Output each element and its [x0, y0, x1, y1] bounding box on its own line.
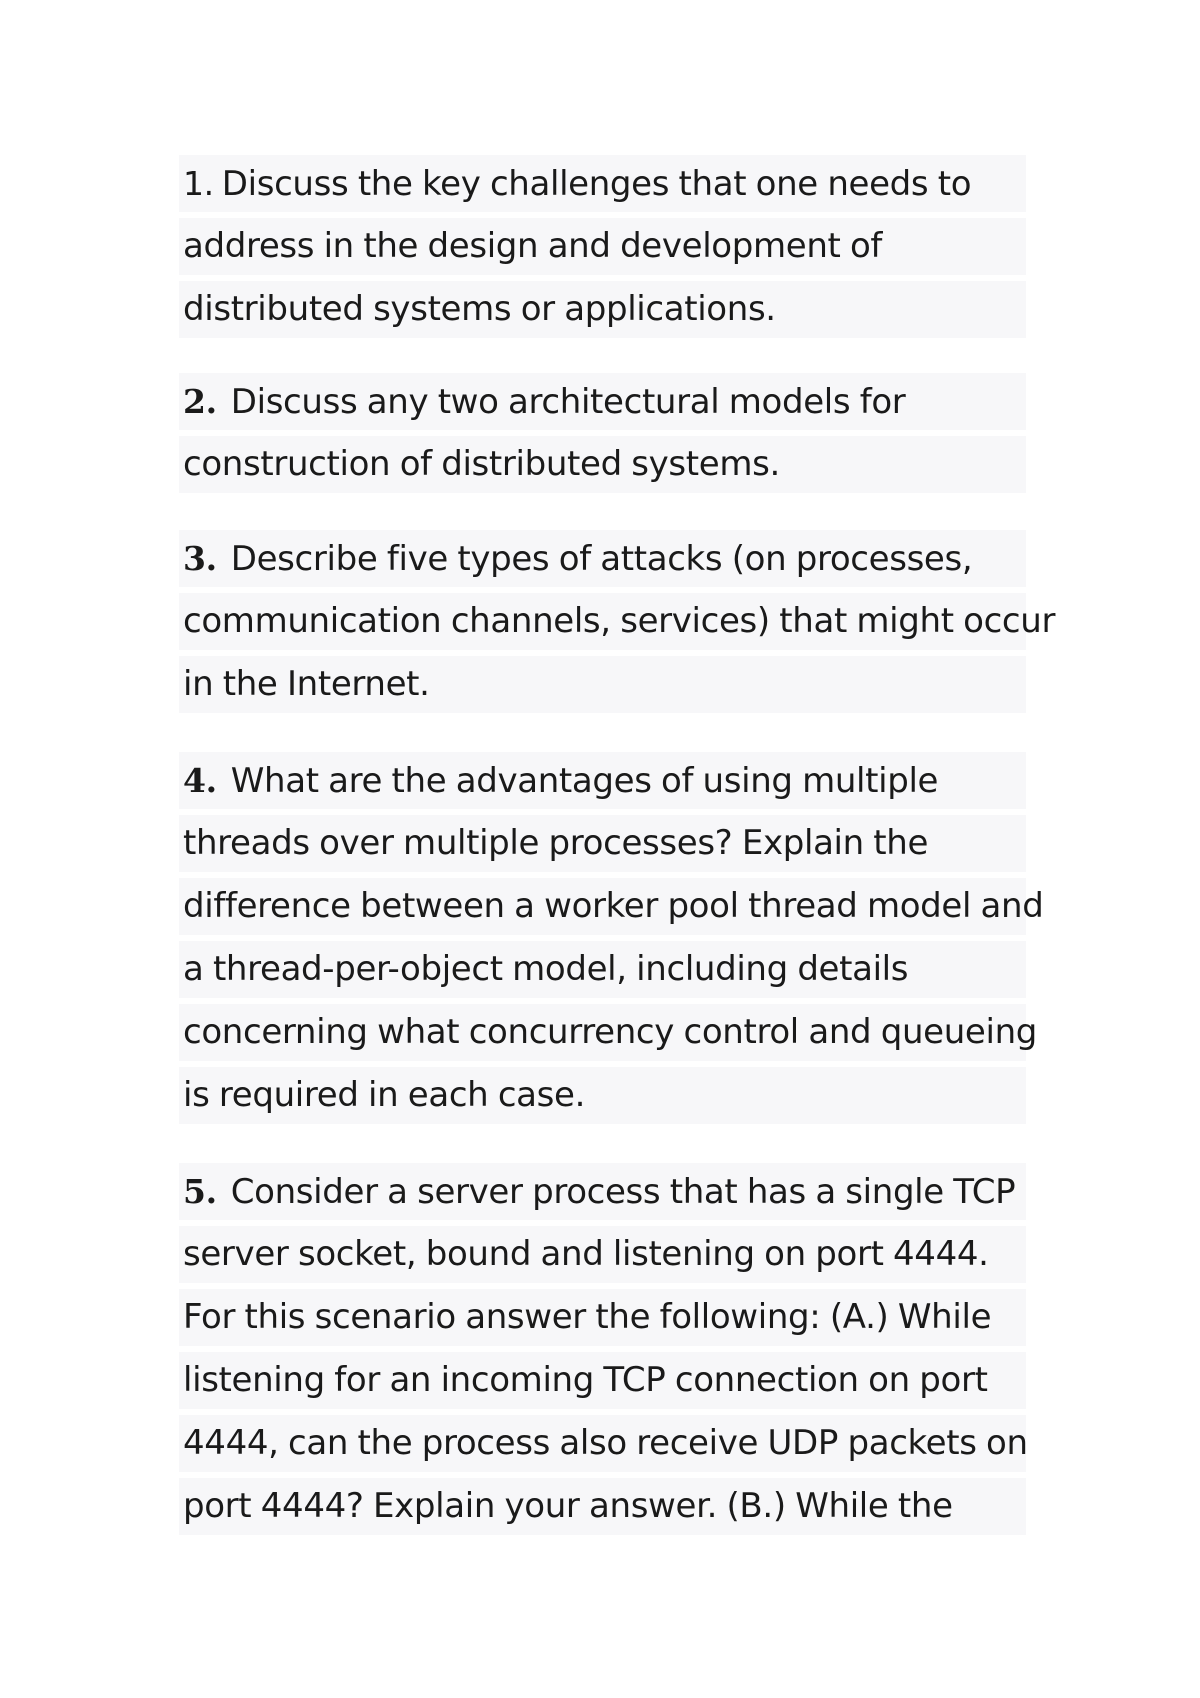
question-text: threads over multiple processes? Explain the	[183, 823, 929, 863]
question-text: difference between a worker pool thread model and	[183, 886, 1044, 926]
question-line	[179, 436, 1026, 493]
question-line	[179, 1289, 1026, 1346]
question-line	[179, 815, 1026, 872]
question-text: port 4444? Explain your answer. (B.) While the	[183, 1486, 953, 1526]
question-4	[179, 752, 1044, 1130]
question-text: 4444, can the process also receive UDP packets on	[183, 1423, 1028, 1463]
question-text: address in the design and development of	[183, 226, 883, 266]
question-text: Discuss the key challenges that one needs to	[221, 164, 972, 204]
question-line	[179, 593, 1056, 650]
question-text: For this scenario answer the following: (A.) While	[183, 1297, 992, 1337]
question-text: communication channels, services) that might occur	[183, 601, 1056, 641]
question-line	[179, 373, 1026, 430]
question-number: 4.	[183, 761, 217, 800]
question-text: distributed systems or applications.	[183, 289, 776, 329]
question-text: server socket, bound and listening on port 4444.	[183, 1234, 989, 1274]
question-text: concerning what concurrency control and queueing	[183, 1012, 1038, 1052]
question-number: 2.	[183, 382, 217, 421]
question-line	[179, 1226, 1026, 1283]
question-line	[179, 530, 1026, 587]
question-number: 1.	[183, 164, 214, 203]
question-text: in the Internet.	[183, 664, 430, 704]
question-line	[179, 752, 1026, 809]
question-number: 3.	[183, 539, 217, 578]
question-text: What are the advantages of using multiple	[230, 761, 939, 801]
question-line	[179, 281, 1026, 338]
question-2	[179, 373, 1026, 499]
question-text: construction of distributed systems.	[183, 444, 780, 484]
question-5	[179, 1163, 1026, 1541]
question-3	[179, 530, 1056, 719]
question-line	[179, 656, 1026, 713]
question-line	[179, 218, 1026, 275]
question-line	[179, 1478, 1026, 1535]
question-line	[179, 1004, 1038, 1061]
question-number: 5.	[183, 1172, 217, 1211]
question-text: Describe five types of attacks (on processes,	[230, 539, 973, 579]
question-text: is required in each case.	[183, 1075, 586, 1115]
question-text: listening for an incoming TCP connection on port	[183, 1360, 988, 1400]
question-line	[179, 1067, 1026, 1124]
question-1	[179, 155, 1026, 344]
question-line	[179, 1163, 1026, 1220]
question-text: Discuss any two architectural models for	[230, 382, 906, 422]
question-text: Consider a server process that has a single TCP	[230, 1172, 1016, 1212]
question-line	[179, 1415, 1026, 1472]
question-line	[179, 1352, 1026, 1409]
question-line	[179, 941, 1026, 998]
question-text: a thread-per-object model, including details	[183, 949, 909, 989]
question-line	[179, 878, 1044, 935]
question-line	[179, 155, 1026, 212]
